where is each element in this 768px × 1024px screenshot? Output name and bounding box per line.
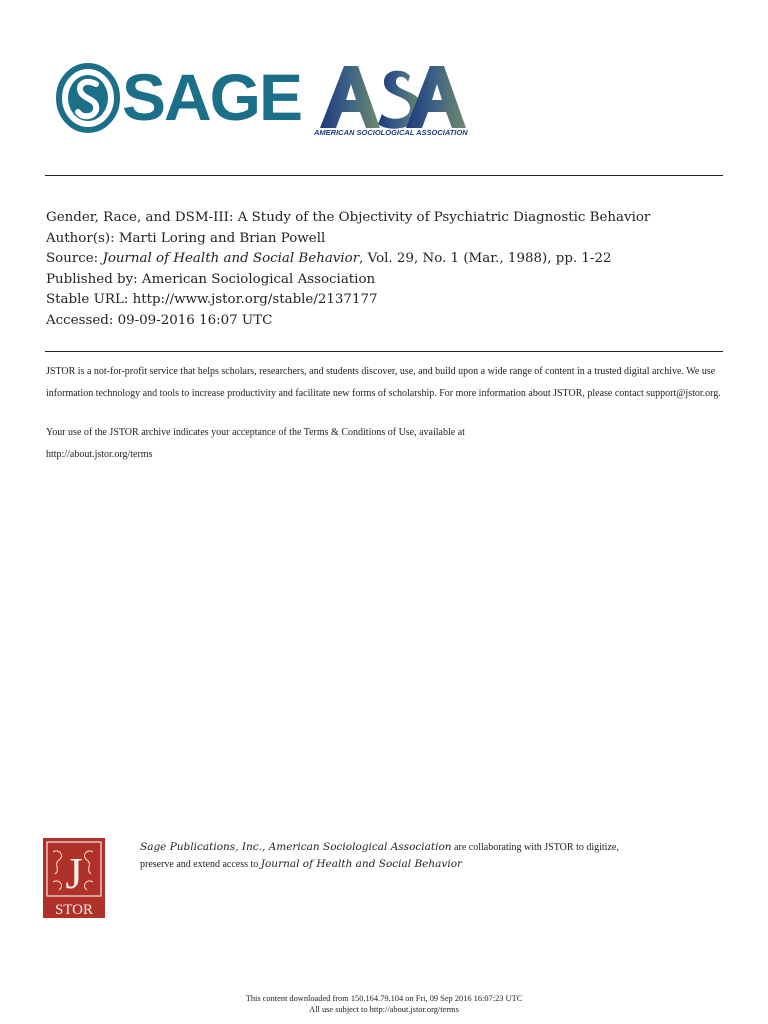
- middle-divider: [45, 351, 723, 352]
- asa-logo-mark: [318, 62, 468, 132]
- article-authors: Author(s): Marti Loring and Brian Powell: [46, 230, 326, 246]
- jstor-logo-letter: J: [65, 849, 83, 898]
- terms-link[interactable]: http://about.jstor.org/terms: [46, 448, 153, 460]
- jstor-notice: [46, 361, 726, 465]
- publisher-logos: [56, 58, 476, 142]
- asa-subtitle: AMERICAN SOCIOLOGICAL ASSOCIATION: [314, 128, 468, 137]
- collab-publishers: Sage Publications, Inc., American Sociological Association: [140, 841, 452, 853]
- collab-text-2: preserve and extend access to: [140, 859, 261, 870]
- collaboration-statement: [140, 839, 740, 873]
- download-footer: [0, 993, 768, 1015]
- article-publisher: Published by: American Sociological Association: [46, 271, 376, 287]
- footer-download-info: This content downloaded from 150.164.79.104 on Fri, 09 Sep 2016 16:07:23 UTC: [245, 994, 523, 1003]
- source-prefix: Source:: [46, 251, 103, 267]
- collab-text-1: are collaborating with JSTOR to digitize,: [451, 842, 619, 853]
- notice-paragraph-1: JSTOR is a not-for-profit service that helps scholars, researchers, and students discover, use, and build upon a wide range of content in a trusted digital archive. We use information technology and tools to increase productivity and facilitate new forms of scholarship. For more information about JSTOR, please contact support@jstor.org.: [46, 366, 721, 399]
- source-journal: Journal of Health and Social Behavior: [102, 251, 360, 267]
- collab-journal: Journal of Health and Social Behavior: [260, 858, 463, 870]
- sage-logo-icon: [56, 62, 120, 134]
- footer-terms: All use subject to http://about.jstor.org/terms: [309, 1005, 459, 1014]
- sage-wordmark: SAGE: [122, 60, 302, 134]
- stable-url[interactable]: Stable URL: http://www.jstor.org/stable/2137177: [46, 292, 378, 308]
- article-metadata: [46, 208, 736, 332]
- jstor-logo-icon: [43, 838, 105, 918]
- notice-paragraph-2: Your use of the JSTOR archive indicates your acceptance of the Terms & Conditions of Use, available at: [46, 427, 465, 438]
- accessed-date: Accessed: 09-09-2016 16:07 UTC: [46, 312, 273, 328]
- article-source: [46, 249, 736, 270]
- jstor-logo-word: STOR: [54, 902, 94, 918]
- article-title: Gender, Race, and DSM-III: A Study of the Objectivity of Psychiatric Diagnostic Behavior: [46, 210, 651, 225]
- source-details: , Vol. 29, No. 1 (Mar., 1988), pp. 1-22: [359, 251, 612, 267]
- top-divider: [45, 175, 723, 176]
